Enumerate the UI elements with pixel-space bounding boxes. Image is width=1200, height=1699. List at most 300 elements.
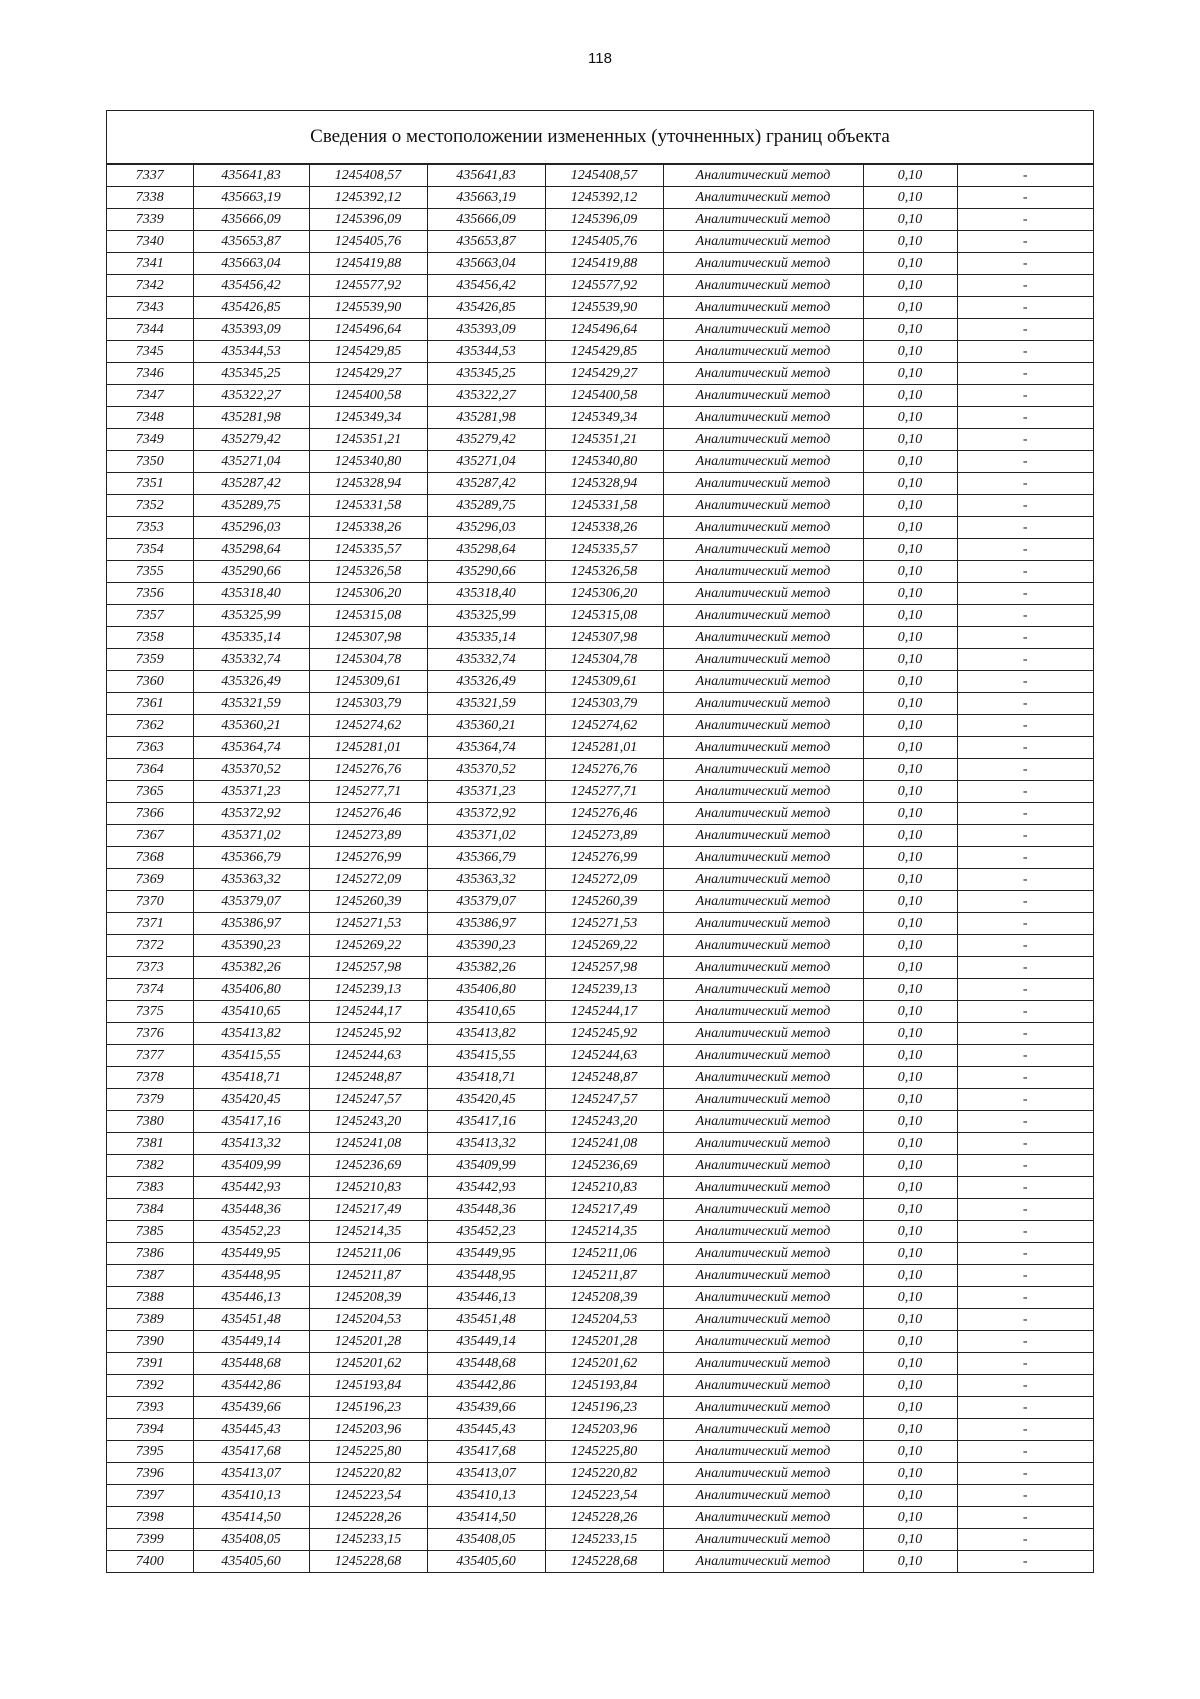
cell-point-number: 7364 [107, 759, 193, 781]
table-row [107, 1265, 1093, 1287]
cell-y-refined: 1245208,39 [545, 1287, 663, 1309]
cell-y-existing: 1245247,57 [309, 1089, 427, 1111]
cell-point-number: 7359 [107, 649, 193, 671]
cell-precision: 0,10 [863, 495, 957, 517]
table-row [107, 275, 1093, 297]
cell-x-refined: 435345,25 [427, 363, 545, 385]
cell-y-existing: 1245243,20 [309, 1111, 427, 1133]
cell-method: Аналитический метод [663, 1529, 863, 1551]
cell-method: Аналитический метод [663, 1419, 863, 1441]
cell-description: - [957, 1463, 1093, 1485]
cell-description: - [957, 253, 1093, 275]
cell-y-refined: 1245276,76 [545, 759, 663, 781]
cell-precision: 0,10 [863, 1265, 957, 1287]
cell-y-existing: 1245276,99 [309, 847, 427, 869]
cell-precision: 0,10 [863, 1529, 957, 1551]
cell-x-refined: 435382,26 [427, 957, 545, 979]
cell-x-existing: 435409,99 [193, 1155, 309, 1177]
cell-x-existing: 435448,68 [193, 1353, 309, 1375]
cell-point-number: 7352 [107, 495, 193, 517]
cell-description: - [957, 1177, 1093, 1199]
cell-point-number: 7370 [107, 891, 193, 913]
table-row [107, 319, 1093, 341]
cell-x-existing: 435345,25 [193, 363, 309, 385]
cell-x-existing: 435439,66 [193, 1397, 309, 1419]
cell-method: Аналитический метод [663, 825, 863, 847]
cell-method: Аналитический метод [663, 209, 863, 231]
cell-precision: 0,10 [863, 605, 957, 627]
cell-method: Аналитический метод [663, 1265, 863, 1287]
cell-point-number: 7400 [107, 1551, 193, 1573]
cell-y-existing: 1245239,13 [309, 979, 427, 1001]
cell-x-refined: 435287,42 [427, 473, 545, 495]
cell-y-existing: 1245233,15 [309, 1529, 427, 1551]
cell-y-existing: 1245269,22 [309, 935, 427, 957]
cell-y-refined: 1245223,54 [545, 1485, 663, 1507]
cell-y-refined: 1245244,63 [545, 1045, 663, 1067]
cell-y-refined: 1245193,84 [545, 1375, 663, 1397]
cell-x-refined: 435279,42 [427, 429, 545, 451]
cell-point-number: 7338 [107, 187, 193, 209]
cell-y-existing: 1245245,92 [309, 1023, 427, 1045]
cell-description: - [957, 1199, 1093, 1221]
cell-method: Аналитический метод [663, 1353, 863, 1375]
cell-description: - [957, 561, 1093, 583]
cell-x-refined: 435448,68 [427, 1353, 545, 1375]
cell-description: - [957, 297, 1093, 319]
cell-y-refined: 1245228,26 [545, 1507, 663, 1529]
cell-method: Аналитический метод [663, 517, 863, 539]
cell-x-refined: 435332,74 [427, 649, 545, 671]
cell-x-refined: 435415,55 [427, 1045, 545, 1067]
cell-y-existing: 1245349,34 [309, 407, 427, 429]
cell-method: Аналитический метод [663, 429, 863, 451]
table-row [107, 869, 1093, 891]
cell-y-refined: 1245315,08 [545, 605, 663, 627]
coordinates-table [106, 110, 1094, 1573]
cell-y-existing: 1245277,71 [309, 781, 427, 803]
cell-y-existing: 1245273,89 [309, 825, 427, 847]
cell-method: Аналитический метод [663, 1441, 863, 1463]
cell-x-existing: 435344,53 [193, 341, 309, 363]
cell-description: - [957, 847, 1093, 869]
cell-x-refined: 435281,98 [427, 407, 545, 429]
cell-precision: 0,10 [863, 737, 957, 759]
cell-point-number: 7380 [107, 1111, 193, 1133]
cell-method: Аналитический метод [663, 473, 863, 495]
cell-method: Аналитический метод [663, 561, 863, 583]
cell-precision: 0,10 [863, 209, 957, 231]
cell-x-existing: 435287,42 [193, 473, 309, 495]
cell-x-refined: 435318,40 [427, 583, 545, 605]
cell-y-existing: 1245220,82 [309, 1463, 427, 1485]
cell-y-existing: 1245236,69 [309, 1155, 427, 1177]
cell-description: - [957, 473, 1093, 495]
cell-precision: 0,10 [863, 1507, 957, 1529]
cell-y-refined: 1245340,80 [545, 451, 663, 473]
cell-description: - [957, 1551, 1093, 1573]
cell-point-number: 7396 [107, 1463, 193, 1485]
cell-point-number: 7376 [107, 1023, 193, 1045]
table-row [107, 341, 1093, 363]
cell-x-refined: 435322,27 [427, 385, 545, 407]
cell-point-number: 7357 [107, 605, 193, 627]
cell-y-existing: 1245496,64 [309, 319, 427, 341]
table-row [107, 1507, 1093, 1529]
table-row [107, 1309, 1093, 1331]
table-row [107, 253, 1093, 275]
cell-point-number: 7350 [107, 451, 193, 473]
cell-y-refined: 1245210,83 [545, 1177, 663, 1199]
cell-x-refined: 435426,85 [427, 297, 545, 319]
cell-x-existing: 435326,49 [193, 671, 309, 693]
cell-method: Аналитический метод [663, 715, 863, 737]
cell-y-existing: 1245577,92 [309, 275, 427, 297]
cell-point-number: 7389 [107, 1309, 193, 1331]
cell-x-refined: 435413,07 [427, 1463, 545, 1485]
cell-point-number: 7372 [107, 935, 193, 957]
table-row [107, 847, 1093, 869]
cell-y-refined: 1245243,20 [545, 1111, 663, 1133]
cell-x-refined: 435326,49 [427, 671, 545, 693]
cell-y-refined: 1245281,01 [545, 737, 663, 759]
cell-x-refined: 435445,43 [427, 1419, 545, 1441]
cell-x-existing: 435325,99 [193, 605, 309, 627]
cell-precision: 0,10 [863, 1397, 957, 1419]
cell-point-number: 7353 [107, 517, 193, 539]
cell-x-existing: 435279,42 [193, 429, 309, 451]
cell-x-refined: 435663,04 [427, 253, 545, 275]
table-row [107, 539, 1093, 561]
cell-y-refined: 1245419,88 [545, 253, 663, 275]
cell-point-number: 7356 [107, 583, 193, 605]
cell-y-refined: 1245303,79 [545, 693, 663, 715]
cell-precision: 0,10 [863, 165, 957, 187]
cell-y-existing: 1245306,20 [309, 583, 427, 605]
cell-description: - [957, 275, 1093, 297]
table-row [107, 891, 1093, 913]
table-row [107, 1199, 1093, 1221]
cell-x-existing: 435445,43 [193, 1419, 309, 1441]
cell-x-refined: 435448,36 [427, 1199, 545, 1221]
cell-y-refined: 1245248,87 [545, 1067, 663, 1089]
cell-precision: 0,10 [863, 1419, 957, 1441]
cell-x-existing: 435413,07 [193, 1463, 309, 1485]
cell-precision: 0,10 [863, 319, 957, 341]
cell-description: - [957, 517, 1093, 539]
cell-description: - [957, 891, 1093, 913]
cell-y-refined: 1245400,58 [545, 385, 663, 407]
cell-x-refined: 435410,13 [427, 1485, 545, 1507]
cell-description: - [957, 693, 1093, 715]
cell-precision: 0,10 [863, 363, 957, 385]
cell-point-number: 7355 [107, 561, 193, 583]
cell-method: Аналитический метод [663, 1551, 863, 1573]
cell-x-existing: 435420,45 [193, 1089, 309, 1111]
cell-description: - [957, 1111, 1093, 1133]
cell-y-refined: 1245273,89 [545, 825, 663, 847]
table-row [107, 1419, 1093, 1441]
cell-x-existing: 435417,68 [193, 1441, 309, 1463]
cell-point-number: 7399 [107, 1529, 193, 1551]
cell-x-existing: 435410,65 [193, 1001, 309, 1023]
cell-precision: 0,10 [863, 561, 957, 583]
cell-method: Аналитический метод [663, 1397, 863, 1419]
cell-point-number: 7384 [107, 1199, 193, 1221]
cell-x-existing: 435449,95 [193, 1243, 309, 1265]
cell-y-existing: 1245276,76 [309, 759, 427, 781]
cell-description: - [957, 385, 1093, 407]
cell-y-refined: 1245260,39 [545, 891, 663, 913]
cell-point-number: 7345 [107, 341, 193, 363]
cell-description: - [957, 759, 1093, 781]
cell-point-number: 7386 [107, 1243, 193, 1265]
cell-y-refined: 1245276,46 [545, 803, 663, 825]
table-row [107, 715, 1093, 737]
cell-method: Аналитический метод [663, 957, 863, 979]
cell-y-refined: 1245211,87 [545, 1265, 663, 1287]
cell-y-refined: 1245304,78 [545, 649, 663, 671]
table-row [107, 627, 1093, 649]
cell-y-refined: 1245306,20 [545, 583, 663, 605]
cell-y-existing: 1245307,98 [309, 627, 427, 649]
cell-precision: 0,10 [863, 1155, 957, 1177]
cell-y-refined: 1245429,85 [545, 341, 663, 363]
cell-point-number: 7381 [107, 1133, 193, 1155]
cell-precision: 0,10 [863, 1441, 957, 1463]
cell-precision: 0,10 [863, 231, 957, 253]
cell-y-existing: 1245203,96 [309, 1419, 427, 1441]
cell-y-existing: 1245315,08 [309, 605, 427, 627]
cell-method: Аналитический метод [663, 275, 863, 297]
cell-method: Аналитический метод [663, 165, 863, 187]
cell-method: Аналитический метод [663, 539, 863, 561]
cell-y-existing: 1245272,09 [309, 869, 427, 891]
cell-y-existing: 1245217,49 [309, 1199, 427, 1221]
cell-description: - [957, 1331, 1093, 1353]
cell-precision: 0,10 [863, 253, 957, 275]
cell-precision: 0,10 [863, 297, 957, 319]
cell-x-refined: 435446,13 [427, 1287, 545, 1309]
cell-description: - [957, 429, 1093, 451]
cell-x-refined: 435451,48 [427, 1309, 545, 1331]
table-row [107, 1441, 1093, 1463]
cell-x-existing: 435413,82 [193, 1023, 309, 1045]
cell-x-existing: 435415,55 [193, 1045, 309, 1067]
cell-y-existing: 1245309,61 [309, 671, 427, 693]
cell-x-existing: 435371,02 [193, 825, 309, 847]
cell-precision: 0,10 [863, 1001, 957, 1023]
cell-y-refined: 1245225,80 [545, 1441, 663, 1463]
cell-description: - [957, 1067, 1093, 1089]
cell-y-refined: 1245351,21 [545, 429, 663, 451]
cell-y-refined: 1245277,71 [545, 781, 663, 803]
cell-precision: 0,10 [863, 1287, 957, 1309]
cell-x-existing: 435418,71 [193, 1067, 309, 1089]
cell-description: - [957, 979, 1093, 1001]
cell-y-refined: 1245338,26 [545, 517, 663, 539]
cell-x-existing: 435335,14 [193, 627, 309, 649]
cell-y-existing: 1245276,46 [309, 803, 427, 825]
cell-precision: 0,10 [863, 1199, 957, 1221]
cell-x-refined: 435335,14 [427, 627, 545, 649]
table-row [107, 429, 1093, 451]
table-row [107, 473, 1093, 495]
cell-method: Аналитический метод [663, 935, 863, 957]
cell-method: Аналитический метод [663, 759, 863, 781]
cell-precision: 0,10 [863, 539, 957, 561]
cell-y-refined: 1245214,35 [545, 1221, 663, 1243]
table-row [107, 231, 1093, 253]
table-row [107, 297, 1093, 319]
cell-point-number: 7348 [107, 407, 193, 429]
cell-point-number: 7390 [107, 1331, 193, 1353]
cell-point-number: 7349 [107, 429, 193, 451]
cell-x-existing: 435289,75 [193, 495, 309, 517]
cell-method: Аналитический метод [663, 1287, 863, 1309]
table-row [107, 1221, 1093, 1243]
cell-x-refined: 435296,03 [427, 517, 545, 539]
cell-y-existing: 1245257,98 [309, 957, 427, 979]
cell-x-refined: 435360,21 [427, 715, 545, 737]
cell-x-existing: 435363,32 [193, 869, 309, 891]
cell-method: Аналитический метод [663, 1111, 863, 1133]
cell-method: Аналитический метод [663, 605, 863, 627]
cell-y-refined: 1245239,13 [545, 979, 663, 1001]
cell-point-number: 7354 [107, 539, 193, 561]
cell-y-refined: 1245577,92 [545, 275, 663, 297]
table-row [107, 1397, 1093, 1419]
table-row [107, 605, 1093, 627]
cell-x-refined: 435418,71 [427, 1067, 545, 1089]
table-row [107, 1551, 1093, 1573]
cell-y-refined: 1245539,90 [545, 297, 663, 319]
cell-precision: 0,10 [863, 473, 957, 495]
cell-x-existing: 435663,04 [193, 253, 309, 275]
cell-x-existing: 435371,23 [193, 781, 309, 803]
cell-y-existing: 1245214,35 [309, 1221, 427, 1243]
cell-y-existing: 1245326,58 [309, 561, 427, 583]
cell-x-existing: 435318,40 [193, 583, 309, 605]
table-row [107, 1463, 1093, 1485]
cell-description: - [957, 1375, 1093, 1397]
cell-x-refined: 435386,97 [427, 913, 545, 935]
cell-y-existing: 1245328,94 [309, 473, 427, 495]
table-row [107, 363, 1093, 385]
cell-y-existing: 1245274,62 [309, 715, 427, 737]
cell-x-refined: 435420,45 [427, 1089, 545, 1111]
cell-method: Аналитический метод [663, 649, 863, 671]
cell-point-number: 7361 [107, 693, 193, 715]
cell-description: - [957, 1419, 1093, 1441]
cell-x-refined: 435409,99 [427, 1155, 545, 1177]
cell-description: - [957, 363, 1093, 385]
cell-x-existing: 435413,32 [193, 1133, 309, 1155]
cell-x-refined: 435449,95 [427, 1243, 545, 1265]
cell-y-refined: 1245274,62 [545, 715, 663, 737]
coordinates-grid [107, 164, 1093, 1572]
cell-description: - [957, 341, 1093, 363]
cell-x-refined: 435452,23 [427, 1221, 545, 1243]
cell-precision: 0,10 [863, 517, 957, 539]
cell-x-existing: 435653,87 [193, 231, 309, 253]
cell-precision: 0,10 [863, 913, 957, 935]
cell-point-number: 7351 [107, 473, 193, 495]
cell-method: Аналитический метод [663, 1375, 863, 1397]
cell-method: Аналитический метод [663, 1463, 863, 1485]
cell-precision: 0,10 [863, 1177, 957, 1199]
cell-y-refined: 1245408,57 [545, 165, 663, 187]
cell-precision: 0,10 [863, 1133, 957, 1155]
cell-y-existing: 1245335,57 [309, 539, 427, 561]
cell-description: - [957, 649, 1093, 671]
cell-x-existing: 435442,93 [193, 1177, 309, 1199]
cell-method: Аналитический метод [663, 253, 863, 275]
cell-description: - [957, 1133, 1093, 1155]
cell-point-number: 7395 [107, 1441, 193, 1463]
cell-precision: 0,10 [863, 935, 957, 957]
cell-point-number: 7374 [107, 979, 193, 1001]
cell-x-refined: 435449,14 [427, 1331, 545, 1353]
cell-precision: 0,10 [863, 649, 957, 671]
cell-y-existing: 1245429,85 [309, 341, 427, 363]
table-row [107, 957, 1093, 979]
cell-point-number: 7388 [107, 1287, 193, 1309]
cell-description: - [957, 209, 1093, 231]
cell-y-existing: 1245539,90 [309, 297, 427, 319]
table-row [107, 781, 1093, 803]
cell-y-existing: 1245303,79 [309, 693, 427, 715]
table-row [107, 1353, 1093, 1375]
cell-x-existing: 435290,66 [193, 561, 309, 583]
cell-y-refined: 1245331,58 [545, 495, 663, 517]
cell-y-refined: 1245349,34 [545, 407, 663, 429]
table-row [107, 1067, 1093, 1089]
cell-x-existing: 435386,97 [193, 913, 309, 935]
cell-precision: 0,10 [863, 869, 957, 891]
cell-x-existing: 435426,85 [193, 297, 309, 319]
cell-point-number: 7360 [107, 671, 193, 693]
cell-x-refined: 435390,23 [427, 935, 545, 957]
cell-precision: 0,10 [863, 693, 957, 715]
cell-description: - [957, 1397, 1093, 1419]
cell-precision: 0,10 [863, 451, 957, 473]
cell-y-existing: 1245248,87 [309, 1067, 427, 1089]
cell-x-existing: 435296,03 [193, 517, 309, 539]
cell-x-existing: 435446,13 [193, 1287, 309, 1309]
cell-description: - [957, 407, 1093, 429]
cell-x-refined: 435448,95 [427, 1265, 545, 1287]
cell-y-refined: 1245204,53 [545, 1309, 663, 1331]
cell-y-existing: 1245228,26 [309, 1507, 427, 1529]
cell-y-refined: 1245203,96 [545, 1419, 663, 1441]
cell-y-refined: 1245429,27 [545, 363, 663, 385]
cell-description: - [957, 1155, 1093, 1177]
cell-x-existing: 435448,95 [193, 1265, 309, 1287]
table-row [107, 913, 1093, 935]
cell-precision: 0,10 [863, 1023, 957, 1045]
cell-precision: 0,10 [863, 1243, 957, 1265]
cell-x-refined: 435405,60 [427, 1551, 545, 1573]
cell-y-refined: 1245245,92 [545, 1023, 663, 1045]
cell-point-number: 7379 [107, 1089, 193, 1111]
cell-precision: 0,10 [863, 1067, 957, 1089]
cell-method: Аналитический метод [663, 1177, 863, 1199]
cell-x-refined: 435289,75 [427, 495, 545, 517]
cell-y-existing: 1245260,39 [309, 891, 427, 913]
cell-x-refined: 435371,23 [427, 781, 545, 803]
cell-point-number: 7392 [107, 1375, 193, 1397]
